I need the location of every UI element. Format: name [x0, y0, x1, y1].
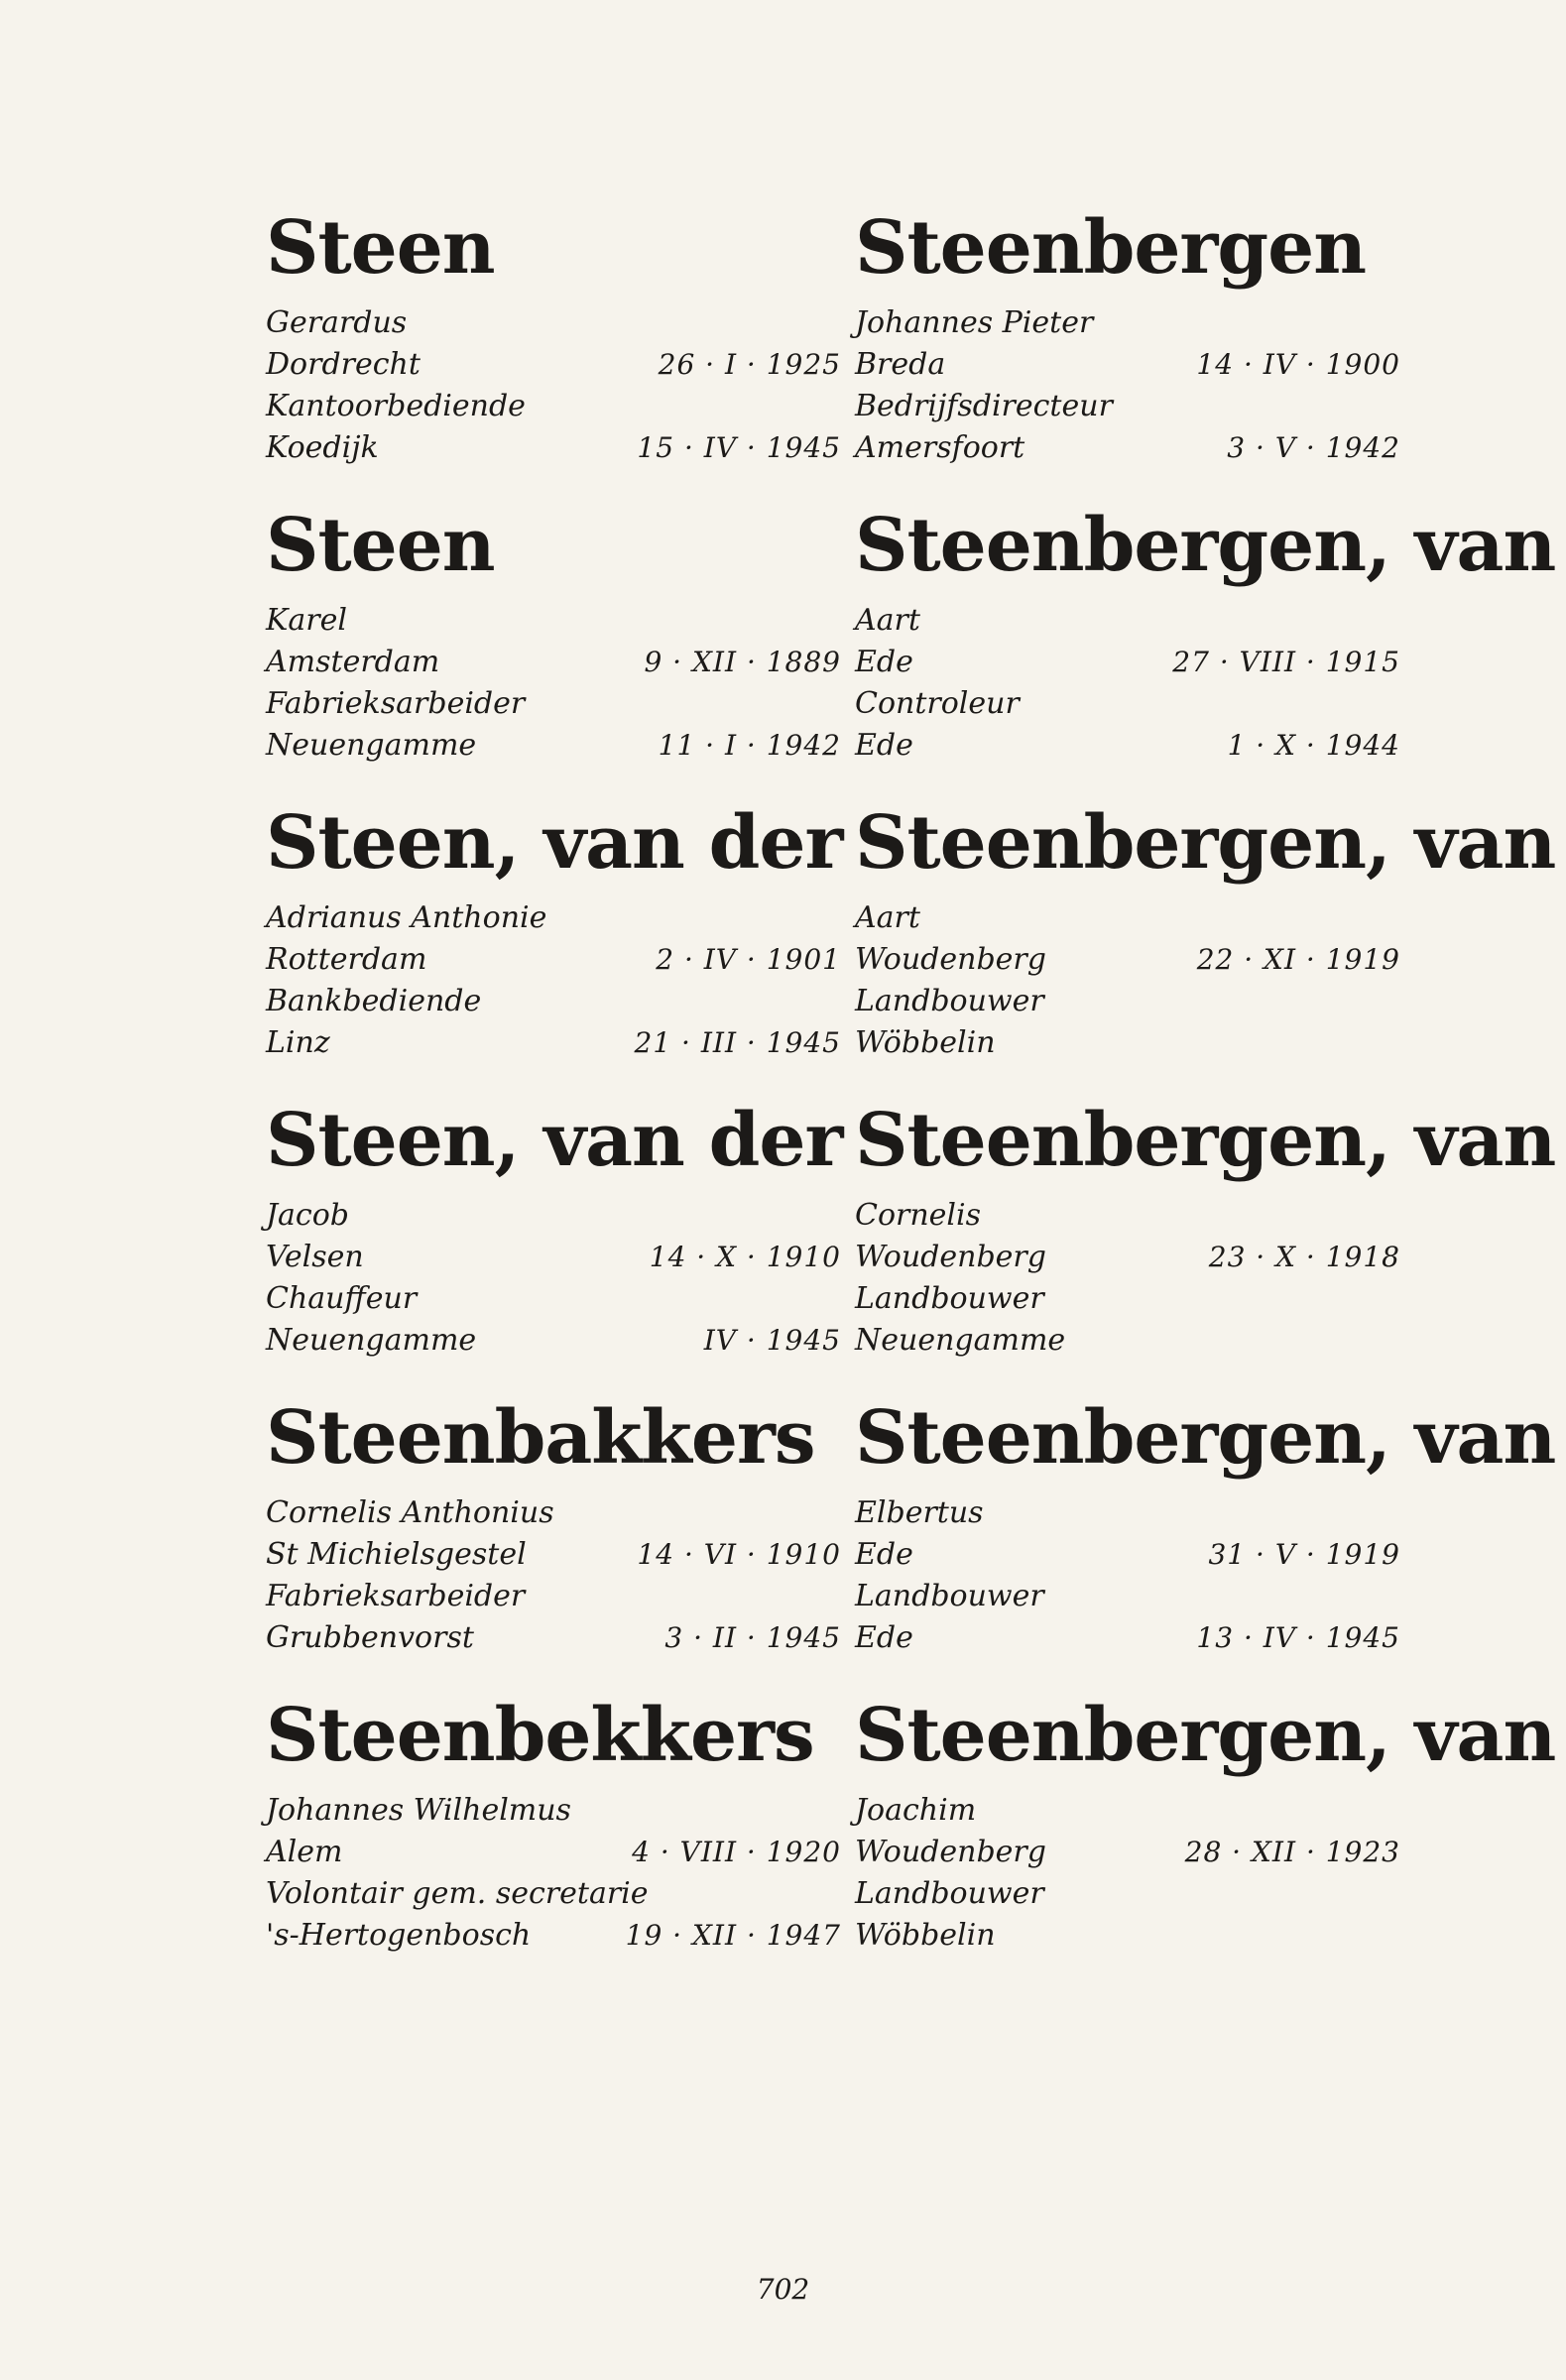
- entry: [266, 1691, 841, 1978]
- place-of-death: Ede: [855, 1620, 913, 1655]
- first-names: Cornelis Anthonius: [266, 1495, 554, 1530]
- place-of-death: Amersfoort: [855, 430, 1025, 465]
- birth-date: 23 · X · 1918: [1208, 1241, 1400, 1273]
- occupation: Controleur: [855, 686, 1020, 721]
- surname: Steenbekkers: [266, 1693, 814, 1778]
- birthplace: Velsen: [266, 1240, 364, 1274]
- entry: [855, 203, 1400, 491]
- entry: [855, 501, 1556, 788]
- entry: [266, 203, 841, 491]
- birth-date: 4 · VIII · 1920: [632, 1836, 841, 1868]
- place-of-death: Koedijk: [266, 430, 379, 465]
- birth-date: 22 · XI · 1919: [1196, 943, 1400, 976]
- place-of-death: Grubbenvorst: [266, 1620, 474, 1655]
- birth-date: 14 · VI · 1910: [637, 1538, 841, 1571]
- birth-date: 31 · V · 1919: [1208, 1538, 1400, 1571]
- surname: Steen, van der: [266, 1098, 843, 1183]
- entry: [266, 501, 841, 788]
- occupation: Landbouwer: [855, 1579, 1044, 1613]
- entry: [855, 798, 1556, 1086]
- birth-date: 27 · VIII · 1915: [1172, 646, 1400, 678]
- birthplace: Woudenberg: [855, 942, 1046, 977]
- birthplace: Rotterdam: [266, 942, 427, 977]
- death-date: 3 · V · 1942: [1227, 431, 1400, 464]
- occupation: Bedrijfsdirecteur: [855, 389, 1113, 423]
- birthplace: Amsterdam: [266, 645, 440, 679]
- birth-date: 2 · IV · 1901: [656, 943, 841, 976]
- entry: [855, 1691, 1556, 1978]
- occupation: Fabrieksarbeider: [266, 686, 526, 721]
- place-of-death: Neuengamme: [266, 728, 477, 763]
- surname: Steenbergen, van: [855, 1693, 1556, 1778]
- first-names: Aart: [855, 603, 920, 638]
- death-date: 19 · XII · 1947: [625, 1919, 841, 1952]
- first-names: Aart: [855, 900, 920, 935]
- death-date: IV · 1945: [703, 1324, 841, 1357]
- entry: [266, 1096, 841, 1383]
- surname: Steen: [266, 205, 495, 291]
- birth-date: 28 · XII · 1923: [1184, 1836, 1400, 1868]
- place-of-death: Ede: [855, 728, 913, 763]
- occupation: Landbouwer: [855, 984, 1044, 1018]
- surname: Steenbergen, van: [855, 503, 1556, 588]
- birthplace: Ede: [855, 1537, 913, 1572]
- occupation: Bankbediende: [266, 984, 482, 1018]
- first-names: Gerardus: [266, 305, 408, 340]
- death-date: 21 · III · 1945: [634, 1026, 841, 1059]
- first-names: Cornelis: [855, 1198, 982, 1233]
- place-of-death: Neuengamme: [855, 1323, 1066, 1358]
- occupation: Landbouwer: [855, 1876, 1044, 1911]
- surname: Steen, van der: [266, 800, 843, 886]
- occupation: Landbouwer: [855, 1281, 1044, 1316]
- first-names: Karel: [266, 603, 347, 638]
- page-number: 702: [756, 2273, 810, 2306]
- first-names: Johannes Wilhelmus: [266, 1793, 571, 1828]
- birthplace: Woudenberg: [855, 1240, 1046, 1274]
- occupation: Chauffeur: [266, 1281, 418, 1316]
- death-date: 15 · IV · 1945: [637, 431, 841, 464]
- death-date: 13 · IV · 1945: [1196, 1621, 1400, 1654]
- surname: Steenbakkers: [266, 1395, 815, 1481]
- birthplace: Breda: [855, 347, 946, 382]
- occupation: Kantoorbediende: [266, 389, 526, 423]
- first-names: Joachim: [855, 1793, 977, 1828]
- birth-date: 26 · I · 1925: [658, 348, 841, 381]
- place-of-death: Wöbbelin: [855, 1918, 996, 1953]
- occupation: Fabrieksarbeider: [266, 1579, 526, 1613]
- surname: Steenbergen: [855, 205, 1367, 291]
- birthplace: Alem: [266, 1835, 343, 1869]
- birthplace: Dordrecht: [266, 347, 421, 382]
- entry: [855, 1393, 1556, 1681]
- first-names: Johannes Pieter: [855, 305, 1094, 340]
- place-of-death: 's-Hertogenbosch: [266, 1918, 532, 1953]
- death-date: 11 · I · 1942: [658, 729, 841, 762]
- death-date: 1 · X · 1944: [1227, 729, 1400, 762]
- birthplace: St Michielsgestel: [266, 1537, 527, 1572]
- birth-date: 9 · XII · 1889: [644, 646, 841, 678]
- birth-date: 14 · X · 1910: [649, 1241, 841, 1273]
- place-of-death: Linz: [266, 1025, 330, 1060]
- surname: Steen: [266, 503, 495, 588]
- entry: [266, 1393, 841, 1681]
- surname: Steenbergen, van: [855, 1395, 1556, 1481]
- birthplace: Woudenberg: [855, 1835, 1046, 1869]
- birth-date: 14 · IV · 1900: [1196, 348, 1400, 381]
- first-names: Elbertus: [855, 1495, 984, 1530]
- death-date: 3 · II · 1945: [664, 1621, 841, 1654]
- entry: [266, 798, 841, 1086]
- birthplace: Ede: [855, 645, 913, 679]
- surname: Steenbergen, van: [855, 800, 1556, 886]
- first-names: Adrianus Anthonie: [266, 900, 547, 935]
- place-of-death: Neuengamme: [266, 1323, 477, 1358]
- entry: [855, 1096, 1556, 1383]
- occupation: Volontair gem. secretarie: [266, 1876, 649, 1911]
- place-of-death: Wöbbelin: [855, 1025, 996, 1060]
- surname: Steenbergen, van: [855, 1098, 1556, 1183]
- first-names: Jacob: [266, 1198, 349, 1233]
